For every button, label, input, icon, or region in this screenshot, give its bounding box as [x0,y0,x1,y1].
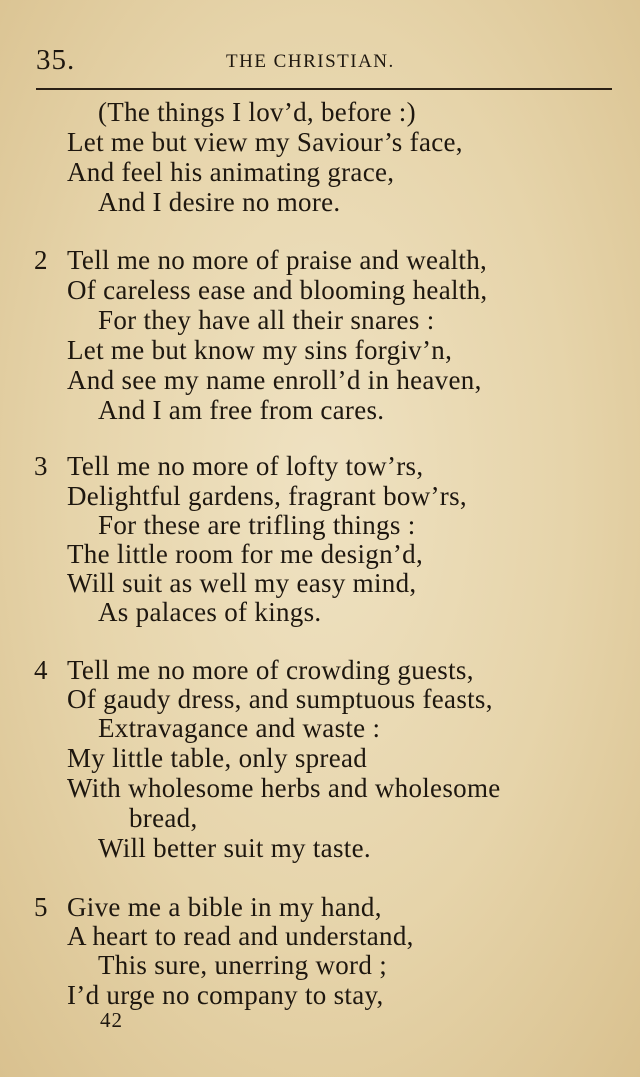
verse-line: Give me a bible in my hand, [67,892,382,922]
verse-line: Let me but know my sins forgiv’n, [67,335,453,365]
verse-line: Will better suit my taste. [98,833,371,863]
verse-number: 4 [34,655,48,685]
verse-line: Of careless ease and blooming health, [67,275,488,305]
verse-line: Tell me no more of praise and wealth, [67,245,488,275]
verse-line: And see my name enroll’d in heaven, [67,365,482,395]
verse-line: With wholesome herbs and wholesome [67,773,501,803]
verse-number: 2 [34,245,48,275]
page-header [36,44,606,84]
verse-number: 3 [34,451,48,481]
verse-line: A heart to read and understand, [67,921,414,951]
verse-line: Tell me no more of lofty tow’rs, [67,451,424,481]
verse-line: The little room for me design’d, [67,539,424,569]
verse-line: This sure, unerring word ; [98,950,387,980]
signature-mark: 42 [100,1008,123,1032]
verse-line: Of gaudy dress, and sumptuous feasts, [67,684,493,714]
verse-line: For they have all their snares : [98,305,435,335]
verse-line: And I am free from cares. [98,395,385,425]
running-title: THE CHRISTIAN. [226,51,395,72]
verse-line: And I desire no more. [98,187,341,217]
verse-line: Delightful gardens, fragrant bow’rs, [67,481,467,511]
verse-line: For these are trifling things : [98,510,416,540]
verse-line: Will suit as well my easy mind, [67,568,417,598]
verse-line: bread, [129,803,198,833]
verse-line: My little table, only spread [67,743,368,773]
verse-line: Tell me no more of crowding guests, [67,655,474,685]
verse-line: (The things I lov’d, before :) [98,97,416,127]
verse-line: Extravagance and waste : [98,713,381,743]
verse-line: And feel his animating grace, [67,157,395,187]
verse-line: As palaces of kings. [98,597,322,627]
verse-line: I’d urge no company to stay, [67,980,384,1010]
header-rule [36,88,612,90]
verse-number: 5 [34,892,48,922]
verse-line: Let me but view my Saviour’s face, [67,127,463,157]
page-number: 35. [36,44,76,76]
